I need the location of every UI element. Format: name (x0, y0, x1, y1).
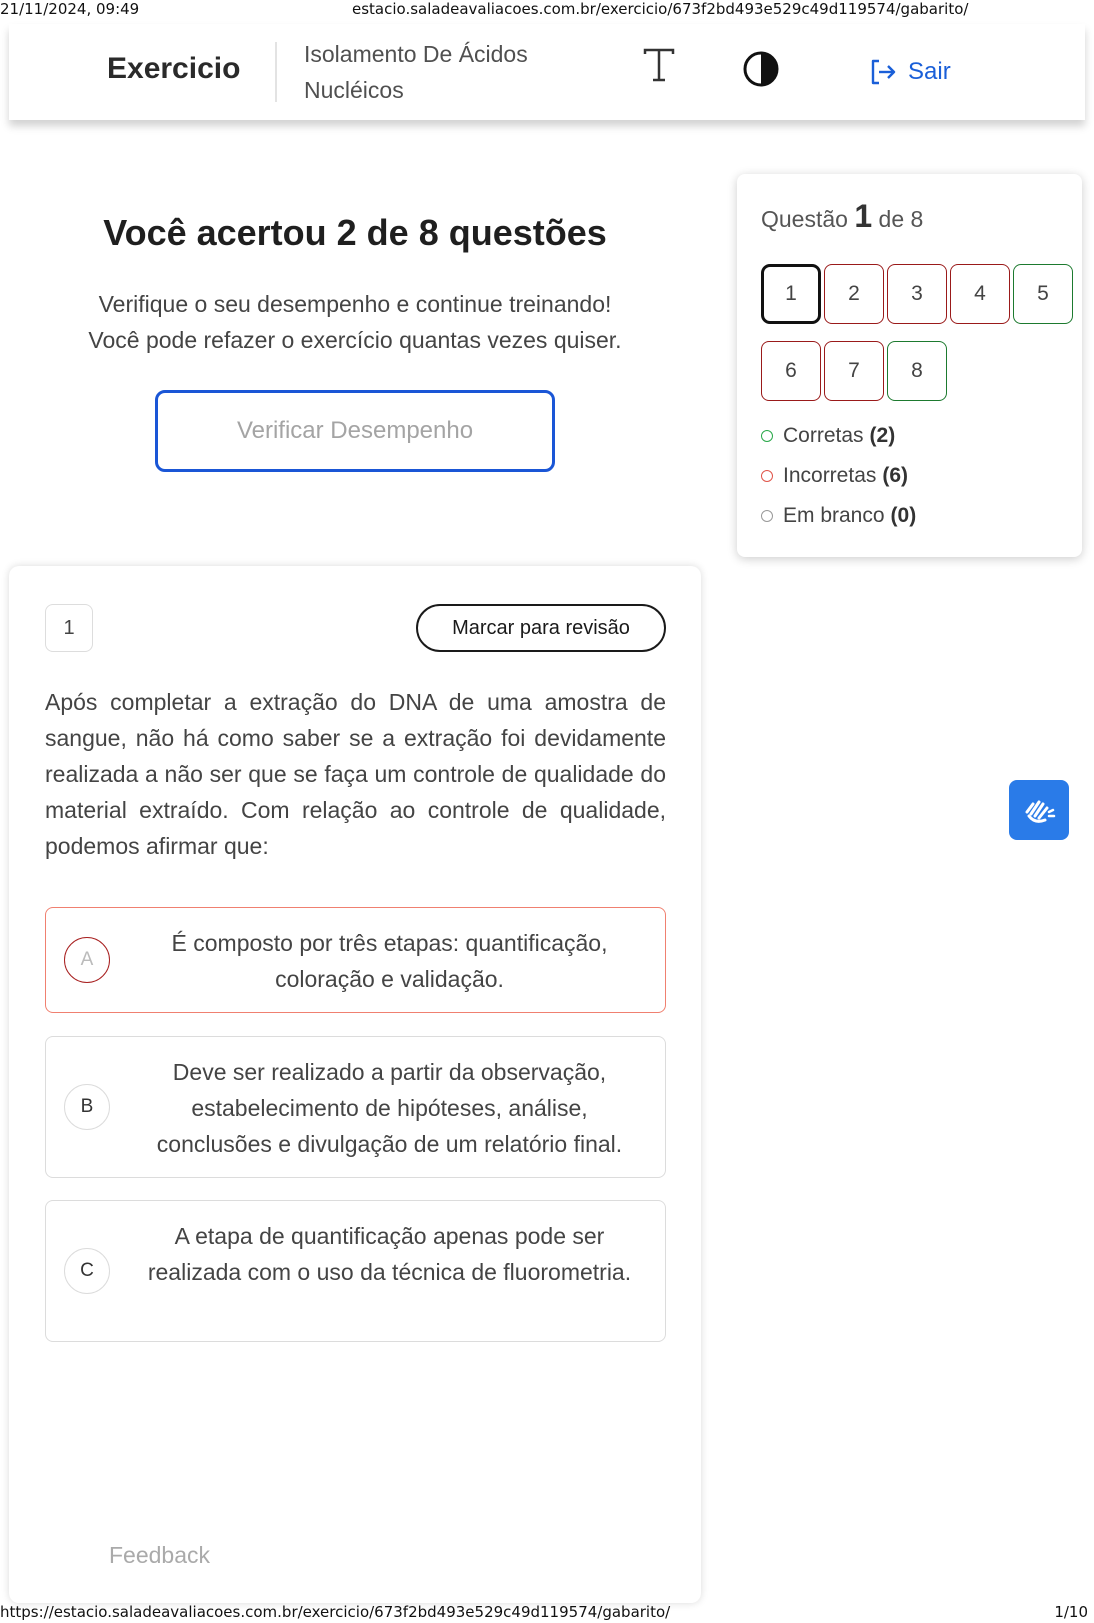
question-nav-6[interactable]: 6 (761, 341, 821, 401)
print-footer (0, 1603, 1094, 1623)
legend-count: (2) (869, 424, 896, 447)
brand-title: Exercicio (107, 52, 241, 85)
option-letter: A (64, 937, 110, 983)
counter-prefix: Questão (761, 206, 848, 232)
course-title (304, 36, 584, 108)
question-nav-1[interactable]: 1 (761, 264, 821, 324)
option-letter: B (64, 1084, 110, 1130)
sign-language-icon (1019, 790, 1059, 830)
text-size-icon[interactable] (639, 44, 679, 88)
question-counter (761, 198, 923, 235)
question-nav-8[interactable]: 8 (887, 341, 947, 401)
legend-label: Corretas (783, 424, 864, 447)
result-subtitle-line2: Você pode refazer o exercício quantas vezes quiser. (88, 327, 622, 353)
question-nav-7[interactable]: 7 (824, 341, 884, 401)
legend-item (761, 456, 916, 496)
option-text: É composto por três etapas: quantificação, coloração e validação. (171, 930, 608, 992)
question-nav-5[interactable]: 5 (1013, 264, 1073, 324)
status-legend (761, 416, 916, 536)
print-date: 21/11/2024, 09:49 (0, 0, 140, 18)
question-nav-2[interactable]: 2 (824, 264, 884, 324)
question-card (9, 566, 701, 1603)
logout-label: Sair (908, 58, 951, 85)
question-nav-3[interactable]: 3 (887, 264, 947, 324)
legend-count: (0) (890, 504, 917, 527)
option-text: Deve ser realizado a partir da observação, estabelecimento de hipóteses, análise, conclusões e divulgação de um relatório final. (156, 1059, 623, 1157)
option-text: A etapa de quantificação apenas pode ser realizada com o uso da técnica de fluorometria. (147, 1223, 632, 1285)
print-url-bottom: https://estacio.saladeavaliacoes.com.br/exercicio/673f2bd493e529c49d119574/gabarito/ (0, 1603, 671, 1621)
accessibility-button[interactable] (1009, 780, 1069, 840)
question-number-badge: 1 (45, 604, 93, 652)
logout-button[interactable] (868, 52, 951, 92)
legend-dot-icon (761, 430, 773, 442)
legend-count: (6) (882, 464, 909, 487)
question-navigator-panel (737, 174, 1082, 557)
course-title-line2: Nucléicos (304, 77, 404, 103)
logout-icon (868, 57, 898, 87)
legend-dot-icon (761, 510, 773, 522)
option-b[interactable] (45, 1036, 666, 1178)
legend-item (761, 496, 916, 536)
counter-suffix: de 8 (878, 206, 924, 232)
legend-item (761, 416, 916, 456)
option-c[interactable] (45, 1200, 666, 1342)
mark-for-review-button[interactable]: Marcar para revisão (416, 604, 666, 652)
print-url-top: estacio.saladeavaliacoes.com.br/exercicio/673f2bd493e529c49d119574/gabarito/ (352, 0, 969, 18)
feedback-label: Feedback (109, 1542, 211, 1568)
counter-current: 1 (854, 198, 873, 234)
result-subtitle-line1: Verifique o seu desempenho e continue treinando! (98, 291, 612, 317)
question-grid (761, 264, 1091, 401)
question-stem: Após completar a extração do DNA de uma amostra de sangue, não há como saber se a extração foi devidamente realizada a não ser que se faça um controle de qualidade do material extraído. Com relação ao controle de qualidade, podemos afirmar que: (45, 689, 666, 859)
legend-label: Em branco (783, 504, 885, 527)
header-divider (275, 42, 277, 102)
legend-label: Incorretas (783, 464, 877, 487)
option-letter: C (64, 1248, 110, 1294)
print-page-number: 1/10 (1054, 1603, 1088, 1621)
print-header (0, 0, 1094, 18)
option-a[interactable] (45, 907, 666, 1013)
question-nav-4[interactable]: 4 (950, 264, 1010, 324)
contrast-icon[interactable] (742, 50, 780, 88)
verify-performance-button[interactable]: Verificar Desempenho (155, 390, 555, 472)
result-subtitle (40, 286, 670, 358)
top-navigation-bar (9, 24, 1085, 120)
result-title: Você acertou 2 de 8 questões (103, 212, 607, 253)
legend-dot-icon (761, 470, 773, 482)
course-title-line1: Isolamento De Ácidos (304, 41, 528, 67)
